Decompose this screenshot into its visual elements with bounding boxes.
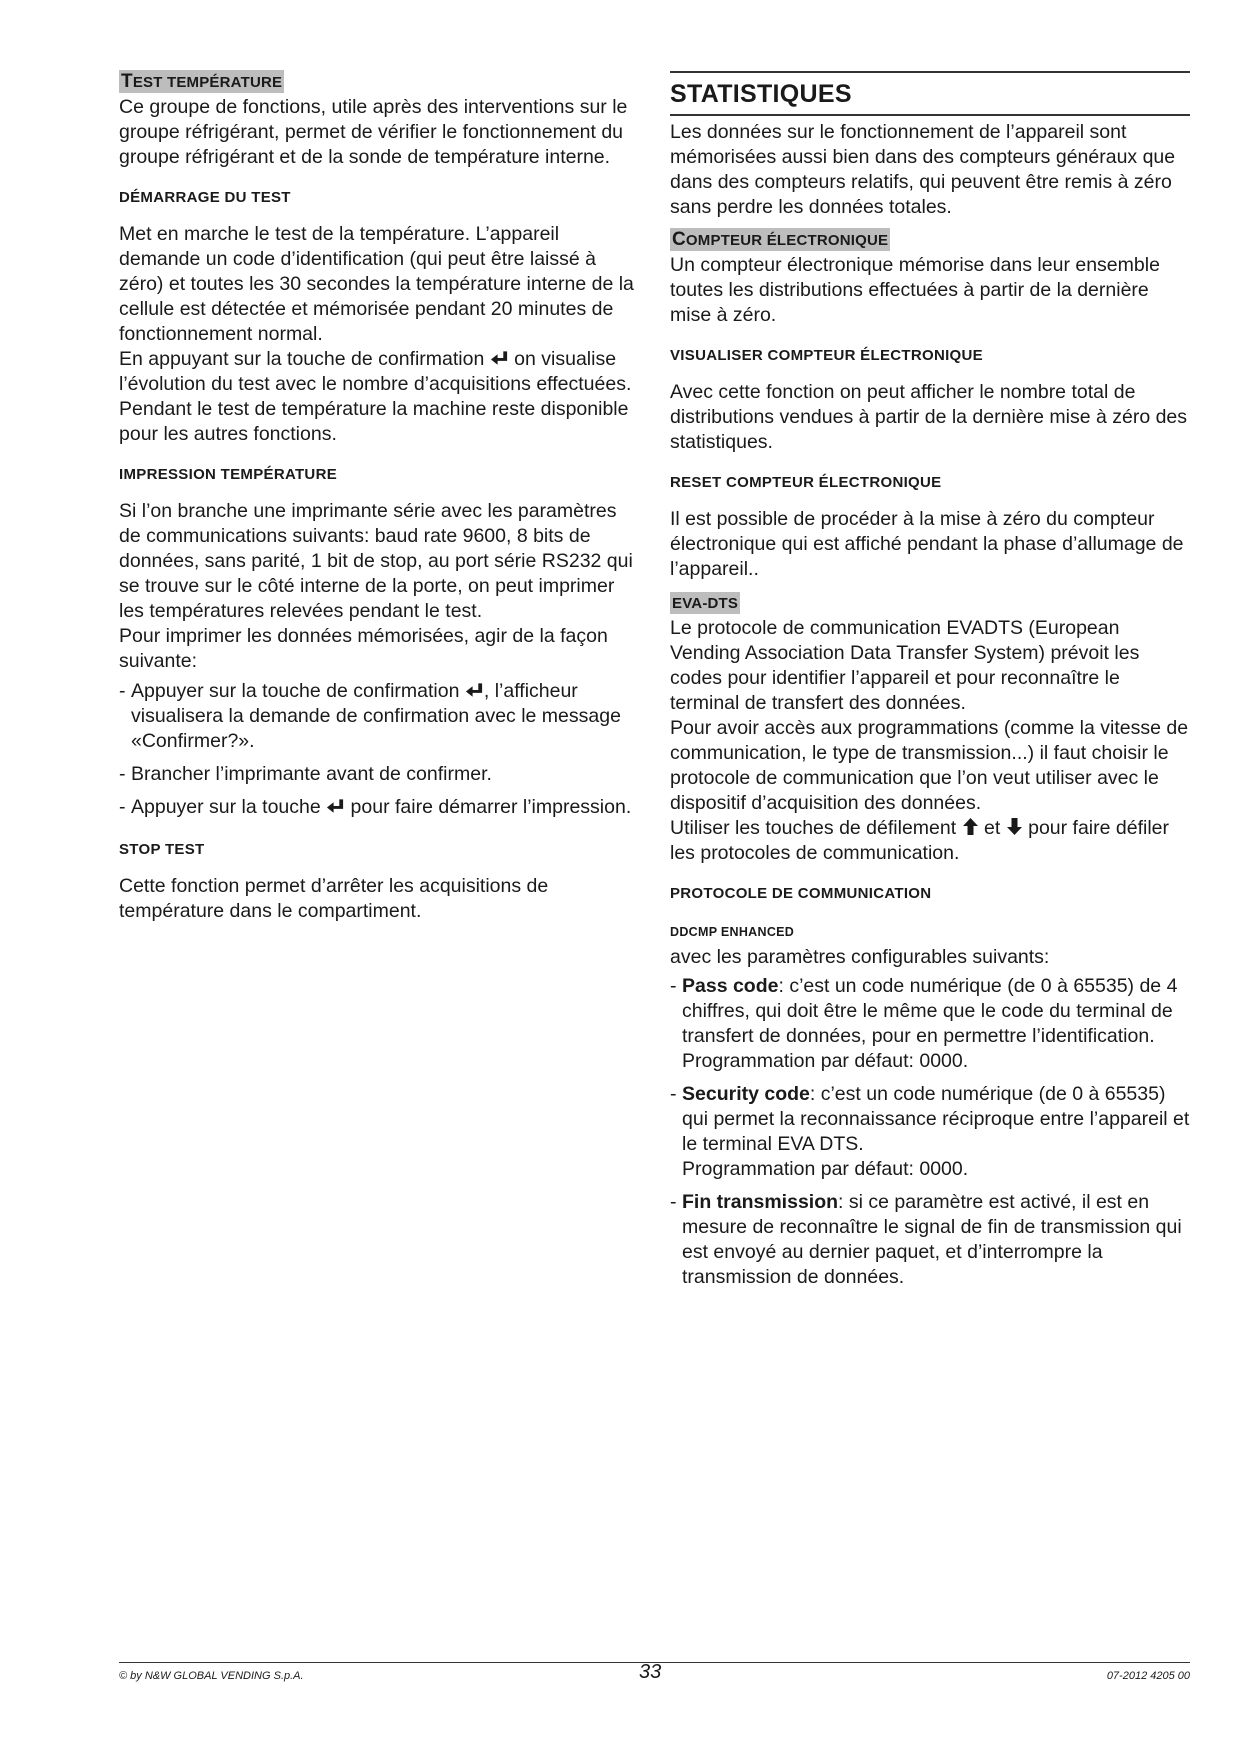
footer-doc-code: 07-2012 4205 00 <box>1106 1670 1190 1682</box>
demarrage-paragraph-2: En appuyant sur la touche de confirmation on visualise l’évolution du test avec le nombre d’acquisitions effectuées. <box>119 348 632 395</box>
arrow-down-icon <box>1006 817 1023 836</box>
enter-icon <box>490 350 509 368</box>
subheading-protocole: PROTOCOLE DE COMMUNICATION <box>670 885 932 902</box>
impression-paragraph-2: Pour imprimer les données mémorisées, agir de la façon suivante: <box>119 625 608 672</box>
right-column <box>670 78 1190 1290</box>
demarrage-paragraph-3: Pendant le test de température la machine reste disponible pour les autres fonctions. <box>119 398 629 445</box>
subheading-demarrage: DÉMARRAGE DU TEST <box>119 189 291 206</box>
list-item: - Brancher l’imprimante avant de confirmer. <box>119 763 492 785</box>
eva-paragraph-2: Pour avoir accès aux programmations (comme la vitesse de communication, le type de transmission...) il faut choisir le protocole de communication que l’on veut utiliser avec le dispositif d’acquisition des données. <box>670 717 1189 814</box>
footer-copyright: © by N&W GLOBAL VENDING S.p.A. <box>119 1670 304 1682</box>
subheading-stop-test: STOP TEST <box>119 841 205 858</box>
left-column <box>119 70 639 924</box>
page-title: STATISTIQUES <box>670 80 852 108</box>
visualiser-paragraph: Avec cette fonction on peut afficher le nombre total de distributions vendues à partir de la dernière mise à zéro des statistiques. <box>670 381 1188 453</box>
enter-icon <box>326 798 345 816</box>
eva-paragraph-3: Utiliser les touches de défilement et pour faire défiler les protocoles de communication. <box>670 817 1170 864</box>
arrow-up-icon <box>962 817 979 836</box>
list-item: - Pass code: c’est un code numérique (de 0 à 65535) de 4 chiffres, qui doit être le même que le code du terminal de transfert de données, pour en permettre l’identification. Programmation par défaut: 0000. <box>670 975 1178 1072</box>
demarrage-paragraph-1: Met en marche le test de la température. L’appareil demande un code d’identification (qui peut être laissé à zéro) et toutes les 30 secondes la température interne de la cellule est détectée et mémorisée pendant 20 minutes de fonctionnement normal. <box>119 223 634 345</box>
ddcmp-paragraph: avec les paramètres configurables suivants: <box>670 946 1050 968</box>
list-item: - Appuyer sur la touche de confirmation , l’afficheur visualisera la demande de confirmation avec le message «Confirmer?». <box>119 680 621 752</box>
reset-paragraph: Il est possible de procéder à la mise à zéro du compteur électronique qui est affiché pendant la phase d’allumage de l’appareil.. <box>670 508 1184 580</box>
section-heading-compteur: COMPTEUR ÉLECTRONIQUE <box>672 229 889 250</box>
compteur-paragraph: Un compteur électronique mémorise dans leur ensemble toutes les distributions effectuées à partir de la dernière mise à zéro. <box>670 254 1160 326</box>
statistiques-intro: Les données sur le fonctionnement de l’appareil sont mémorisées aussi bien dans des compteurs généraux que dans des compteurs relatifs, qui peuvent être remis à zéro sans perdre les données totales. <box>670 121 1176 218</box>
eva-paragraph-1: Le protocole de communication EVADTS (European Vending Association Data Transfer System) prévoit les codes pour identifier l’appareil et pour reconnaître le terminal de transfert des données. <box>670 617 1140 714</box>
enter-icon <box>465 682 484 700</box>
stop-test-paragraph: Cette fonction permet d’arrêter les acquisitions de température dans le compartiment. <box>119 875 549 922</box>
list-item: - Appuyer sur la touche pour faire démarrer l’impression. <box>119 796 632 818</box>
footer <box>119 1661 1190 1688</box>
title-rule-top <box>670 71 1190 73</box>
subheading-visualiser: VISUALISER COMPTEUR ÉLECTRONIQUE <box>670 347 983 364</box>
subheading-impression: IMPRESSION TEMPÉRATURE <box>119 466 338 483</box>
section-heading-test-temperature: TEST TEMPÉRATURE <box>121 71 283 92</box>
subheading-reset: RESET COMPTEUR ÉLECTRONIQUE <box>670 474 942 491</box>
section-heading-eva-dts: EVA-DTS <box>670 592 740 614</box>
impression-paragraph-1: Si l’on branche une imprimante série avec les paramètres de communications suivants: baud rate 9600, 8 bits de données, sans parité, 1 bit de stop, au port série RS232 qui se trouve sur le côté interne de la porte, on peut imprimer les températures relevées pendant le test. <box>119 500 633 622</box>
page-number: 33 <box>639 1661 662 1683</box>
list-item: - Security code: c’est un code numérique (de 0 à 65535) qui permet la reconnaissance réciproque entre l’appareil et le terminal EVA DTS. Programmation par défaut: 0000. <box>670 1083 1190 1180</box>
test-temperature-intro: Ce groupe de fonctions, utile après des interventions sur le groupe réfrigérant, permet de vérifier le fonctionnement du groupe réfrigérant et de la sonde de température interne. <box>119 96 628 168</box>
list-item: - Fin transmission: si ce paramètre est activé, il est en mesure de reconnaître le signal de fin de transmission qui est envoyé au dernier paquet, et d’interrompre la transmission de données. <box>670 1191 1182 1288</box>
subheading-ddcmp: DDCMP ENHANCED <box>670 925 795 939</box>
